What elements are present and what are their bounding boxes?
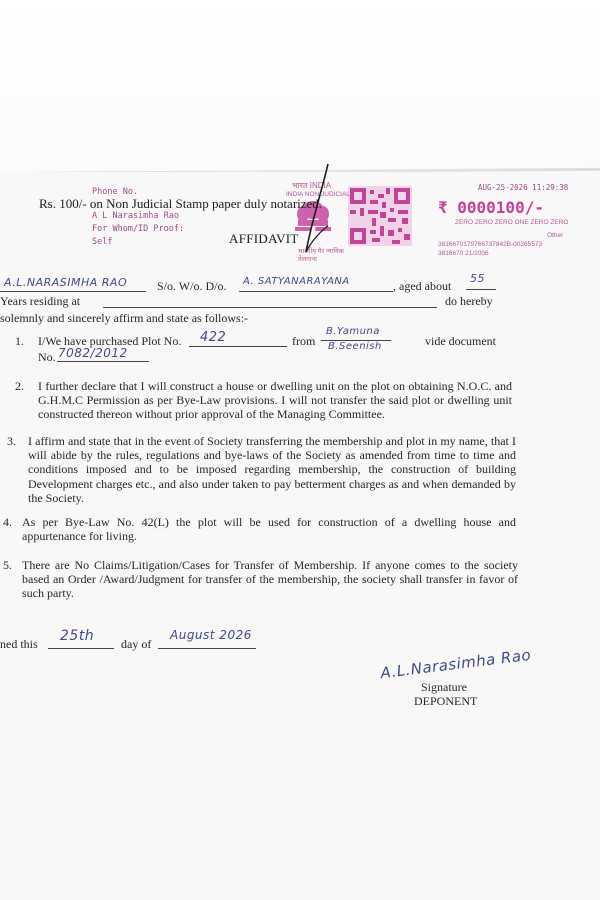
document-title: AFFIDAVIT [229, 231, 299, 246]
stamp-amount-words: ZERO ZERO ZERO ONE ZERO ZERO [455, 219, 569, 226]
background-above-paper [0, 0, 600, 172]
hereby-label: do hereby [445, 294, 493, 308]
stamp-qr-code-icon [348, 186, 412, 246]
seller-name-handwritten-2: B.Seenish [328, 341, 382, 352]
document-number-handwritten: 7082/2012 [58, 346, 128, 360]
address-underline [103, 307, 437, 308]
stamp-state: तेलंगाना [298, 256, 317, 263]
signature-handwritten: A.L.Narasimha Rao [379, 645, 533, 683]
clause-5-text: There are No Claims/Litigation/Cases for Transfer of Membership. If anyone comes to the society based an Order /Award/Judgment for transfer of the membership, the society shall transfer in favor of such party. [22, 558, 518, 601]
stamp-serial-2: 3816670 21/2006 [438, 250, 489, 257]
stamp-emblem-top: भारत INDIA [292, 181, 332, 190]
month-underline [158, 648, 256, 649]
month-handwritten: August 2026 [170, 628, 252, 642]
stamp-bilingual-line: भारतीय गैर न्यायिक [298, 248, 344, 255]
stamp-for-whom-value: Self [92, 237, 113, 247]
clause-number: 5. [3, 558, 12, 572]
stamp-for-whom-label: For Whom/ID Proof: [92, 224, 185, 234]
day-handwritten: 25th [60, 628, 95, 644]
day-underline [48, 648, 114, 649]
name-underline [0, 291, 146, 292]
from-label: from [292, 334, 316, 348]
document-underline [57, 361, 149, 362]
residing-label: Years residing at [0, 294, 81, 308]
clause-number: 4. [3, 515, 12, 529]
plot-underline [189, 346, 287, 347]
deponent-label: DEPONENT [414, 694, 478, 708]
stamp-phone-label: Phone No. [92, 187, 139, 197]
stamp-paper-note: Rs. 100/- on Non Judicial Stamp paper duly notarized. [39, 196, 323, 211]
vide-label: vide document [425, 334, 496, 348]
father-name-handwritten: A. SATYANARAYANA [243, 276, 350, 287]
clause-3-text: I affirm and state that in the event of Society transferring the membership and plot in my name, that I will abide by the rules, regulations and bye-laws of the Society as amended from time to time and conditions imposed and to be imposed regarding membership, the construction of building Development charges etc., and also under taken to pay betterment charges as and when demanded by the Society. [28, 434, 516, 505]
clause-1-text: I/We have purchased Plot No. [38, 334, 182, 348]
affirm-statement: solemnly and sincerely affirm and state as follows:- [0, 311, 249, 325]
clause-number: 2. [15, 379, 24, 393]
document-no-label: No. [38, 350, 56, 364]
stamp-date-time: AUG-25-2026 11:29:38 [478, 183, 569, 192]
relation-label: S/o. W/o. D/o. [157, 279, 227, 293]
stamp-seller-name: A L Narasimha Rao [92, 211, 179, 221]
signed-this-label: ned this [0, 637, 38, 651]
day-of-label: day of [121, 637, 152, 651]
clause-4-text: As per Bye-Law No. 42(L) the plot will be used for construction of a dwelling house and appurtenance for living. [22, 515, 516, 544]
signature-label: Signature [421, 680, 467, 694]
clause-number: 1. [15, 334, 24, 348]
age-handwritten: 55 [470, 272, 485, 285]
father-name-underline [239, 291, 393, 292]
age-label: , aged about [393, 279, 452, 293]
from-underline [321, 340, 391, 341]
plot-number-handwritten: 422 [200, 330, 227, 345]
clause-number: 3. [7, 434, 16, 448]
pen-stroke-mark [298, 160, 338, 258]
stamp-other-label: Other [547, 232, 564, 239]
stamp-amount: ₹ 0000100/- [438, 198, 544, 217]
deponent-name-handwritten: A.L.NARASIMHA RAO [4, 276, 128, 289]
stamp-emblem-sub: INDIA NON JUDICIAL [286, 191, 350, 198]
age-underline [466, 289, 496, 290]
clause-2-text: I further declare that I will construct a house or dwelling unit on the plot on obtaining N.O.C. and G.H.M.C Permission as per Bye-Law provisions. I will not transfer the said plot or dwelling unit constructed thereon without prior approval of the Managing Committee. [38, 379, 512, 422]
seller-name-handwritten-1: B.Yamuna [326, 326, 380, 337]
stamp-serial-1: 3816670179766737842B-00265573 [438, 241, 543, 248]
